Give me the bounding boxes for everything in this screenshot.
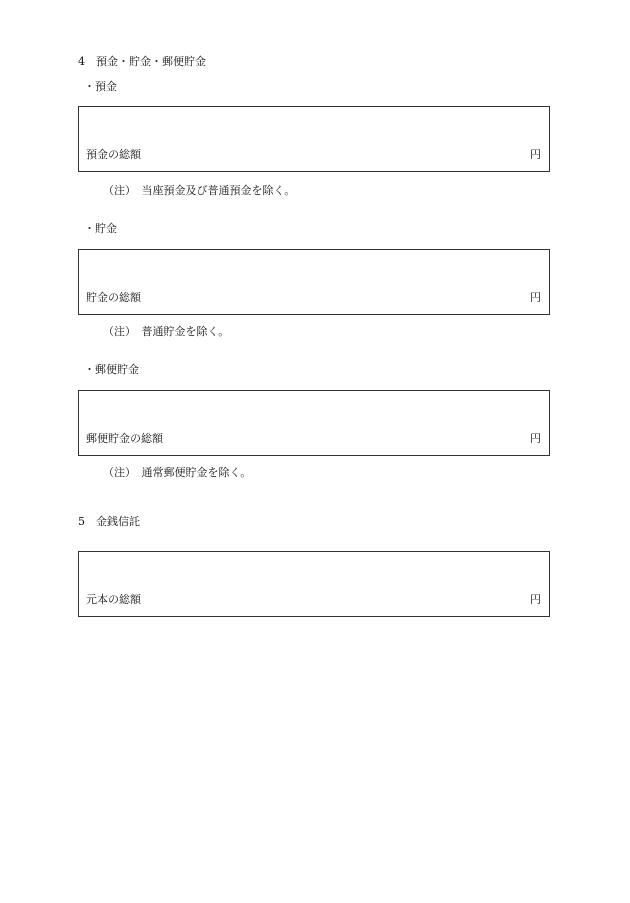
postal-savings-note: （注） 通常郵便貯金を除く。 [103, 466, 252, 479]
yen-unit: 円 [530, 593, 541, 606]
savings-subheading: ・貯金 [84, 222, 117, 235]
postal-savings-total-label: 郵便貯金の総額 [86, 432, 163, 445]
yen-unit: 円 [530, 291, 541, 304]
yen-unit: 円 [530, 148, 541, 161]
postal-savings-total-box[interactable] [78, 390, 550, 456]
yen-unit: 円 [530, 432, 541, 445]
section-4-heading: 4 預金・貯金・郵便貯金 [78, 55, 206, 68]
postal-savings-subheading: ・郵便貯金 [84, 363, 139, 376]
savings-total-label: 貯金の総額 [86, 291, 141, 304]
principal-total-box[interactable] [78, 551, 550, 617]
section-5-heading: 5 金銭信託 [78, 515, 140, 528]
savings-note: （注） 普通貯金を除く。 [103, 325, 230, 338]
deposits-total-box[interactable] [78, 106, 550, 172]
savings-total-box[interactable] [78, 249, 550, 315]
deposits-total-label: 預金の総額 [86, 148, 141, 161]
principal-total-label: 元本の総額 [86, 593, 141, 606]
deposits-subheading: ・預金 [84, 80, 117, 93]
deposits-note: （注） 当座預金及び普通預金を除く。 [103, 184, 296, 197]
